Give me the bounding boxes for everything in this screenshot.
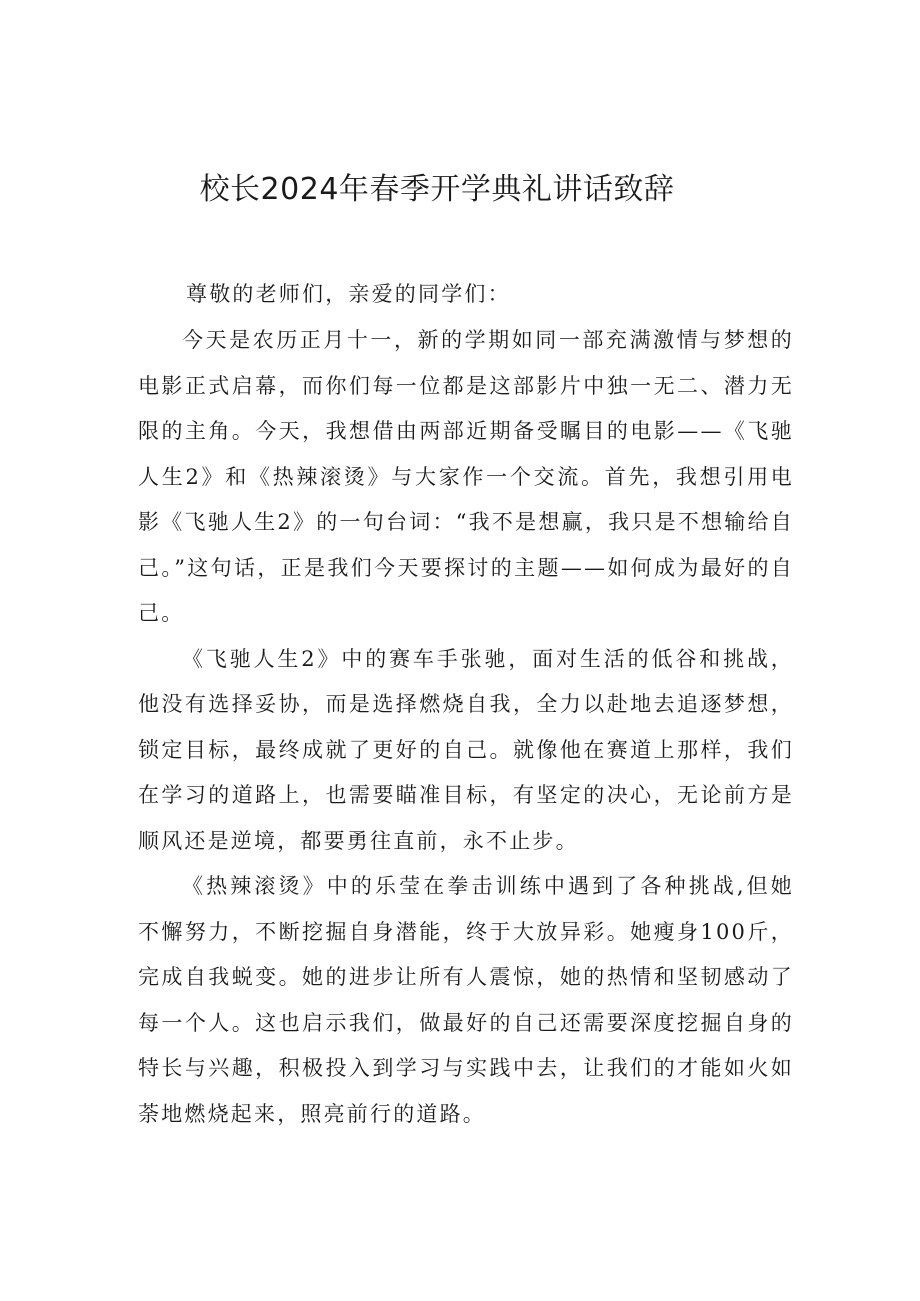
document-body (138, 318, 794, 1137)
page-title: 校长2024年春季开学典礼讲话致辞 (199, 172, 675, 207)
paragraph-1: 今天是农历正月十一，新的学期如同一部充满激情与梦想的电影正式启幕，而你们每一位都是这部影片中独一无二、潜力无限的主角。今天，我想借由两部近期备受瞩目的电影——《飞驰人生2》和《热辣滚烫》与大家作一个交流。首先，我想引用电影《飞驰人生2》的一句台词：“我不是想赢，我只是不想输给自己。”这句话，正是我们今天要探讨的主题——如何成为最好的自己。 (138, 328, 794, 625)
paragraph-2: 《飞驰人生2》中的赛车手张驰，面对生活的低谷和挑战，他没有选择妥协，而是选择燃烧自我，全力以赴地去追逐梦想，锁定目标，最终成就了更好的自己。就像他在赛道上那样，我们在学习的道路上，也需要瞄准目标，有坚定的决心，无论前方是顺风还是逆境，都要勇往直前，永不止步。 (138, 646, 794, 853)
paragraph-3: 《热辣滚烫》中的乐莹在拳击训练中遇到了各种挑战,但她不懈努力，不断挖掘自身潜能，终于大放异彩。她瘦身100斤，完成自我蜕变。她的进步让所有人震惊，她的热情和坚韧感动了每一个人。这也启示我们，做最好的自己还需要深度挖掘自身的特长与兴趣，积极投入到学习与实践中去，让我们的才能如火如荼地燃烧起来，照亮前行的道路。 (138, 874, 794, 1126)
salutation: 尊敬的老师们，亲爱的同学们： (186, 282, 511, 306)
